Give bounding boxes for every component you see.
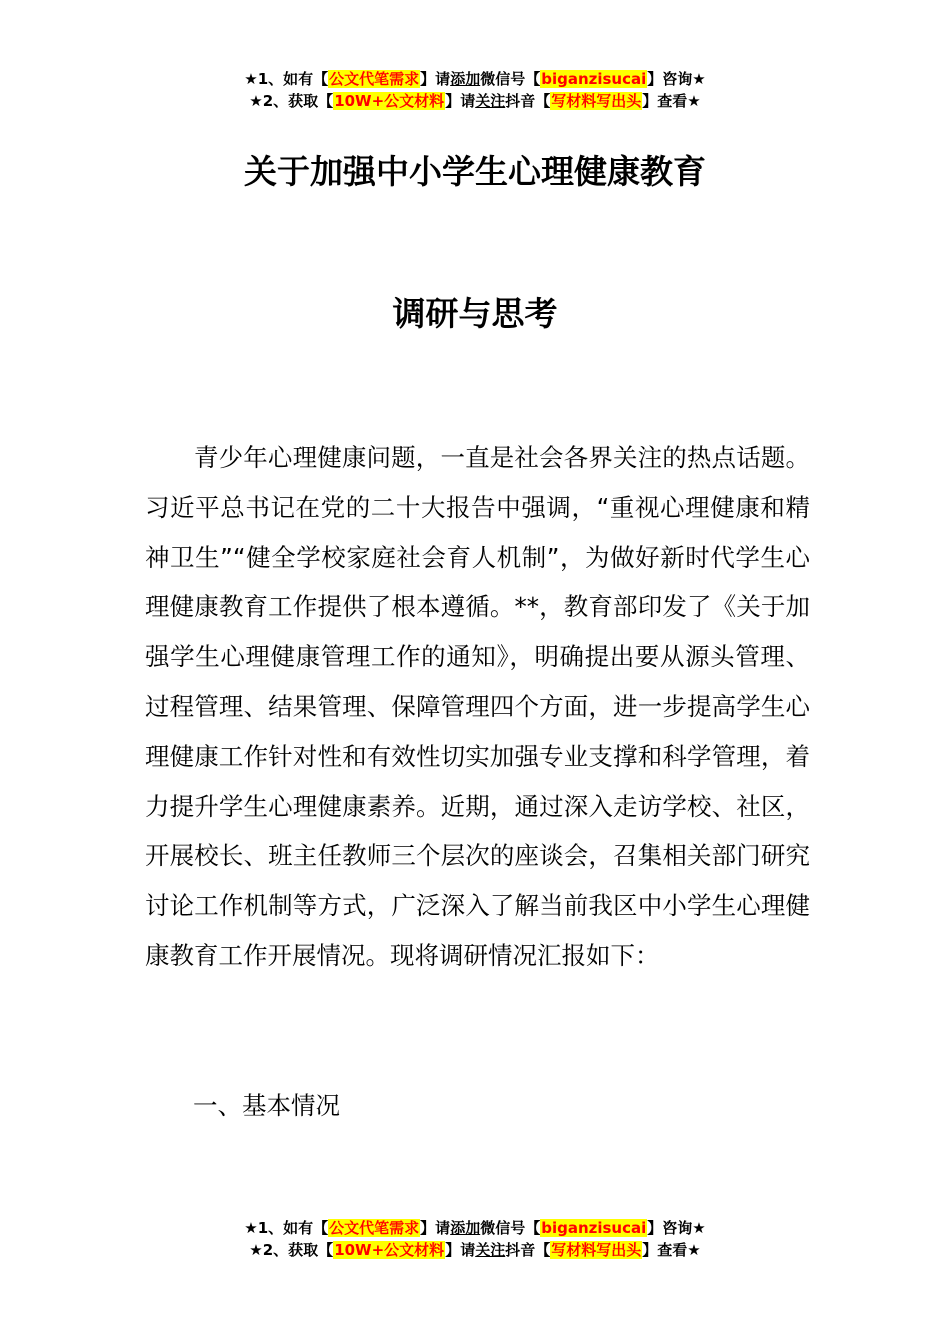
douyin-highlight: 写材料写出头 xyxy=(551,1241,642,1259)
footer-banner xyxy=(0,1217,950,1261)
document-title-line-2: 调研与思考 xyxy=(392,294,558,333)
wechat-id-highlight: biganzisucai xyxy=(541,1219,647,1237)
header-banner xyxy=(0,68,950,112)
banner-line-2: ★2、获取【10W+公文材料】请关注抖音【写材料写出头】查看★ xyxy=(249,92,701,110)
banner-line-2: ★2、获取【10W+公文材料】请关注抖音【写材料写出头】查看★ xyxy=(249,1241,701,1259)
ghostwriting-highlight: 公文代笔需求 xyxy=(329,70,420,88)
douyin-highlight: 写材料写出头 xyxy=(551,92,642,110)
materials-highlight: 10W+公文材料 xyxy=(334,92,445,110)
section-heading-basic-situation: 一、基本情况 xyxy=(193,1091,340,1120)
banner-line-1: ★1、如有【公文代笔需求】请添加微信号【biganzisucai】咨询★ xyxy=(244,1219,706,1237)
banner-line-1: ★1、如有【公文代笔需求】请添加微信号【biganzisucai】咨询★ xyxy=(244,70,706,88)
intro-paragraph: 青少年心理健康问题，一直是社会各界关注的热点话题。习近平总书记在党的二十大报告中强调，“重视心理健康和精神卫生”“健全学校家庭社会育人机制”，为做好新时代学生心理健康教育工作提供了根本遵循。**，教育部印发了《关于加强学生心理健康管理工作的通知》，明确提出要从源头管理、过程管理、结果管理、保障管理四个方面，进一步提高学生心理健康工作针对性和有效性切实加强专业支撑和科学管理，着力提升学生心理健康素养。近期，通过深入走访学校、社区，开展校长、班主任教师三个层次的座谈会，召集相关部门研究讨论工作机制等方式，广泛深入了解当前我区中小学生心理健康教育工作开展情况。现将调研情况汇报如下： xyxy=(145,443,810,970)
materials-highlight: 10W+公文材料 xyxy=(334,1241,445,1259)
wechat-id-highlight: biganzisucai xyxy=(541,70,647,88)
document-title-line-1: 关于加强中小学生心理健康教育 xyxy=(244,152,706,191)
ghostwriting-highlight: 公文代笔需求 xyxy=(329,1219,420,1237)
